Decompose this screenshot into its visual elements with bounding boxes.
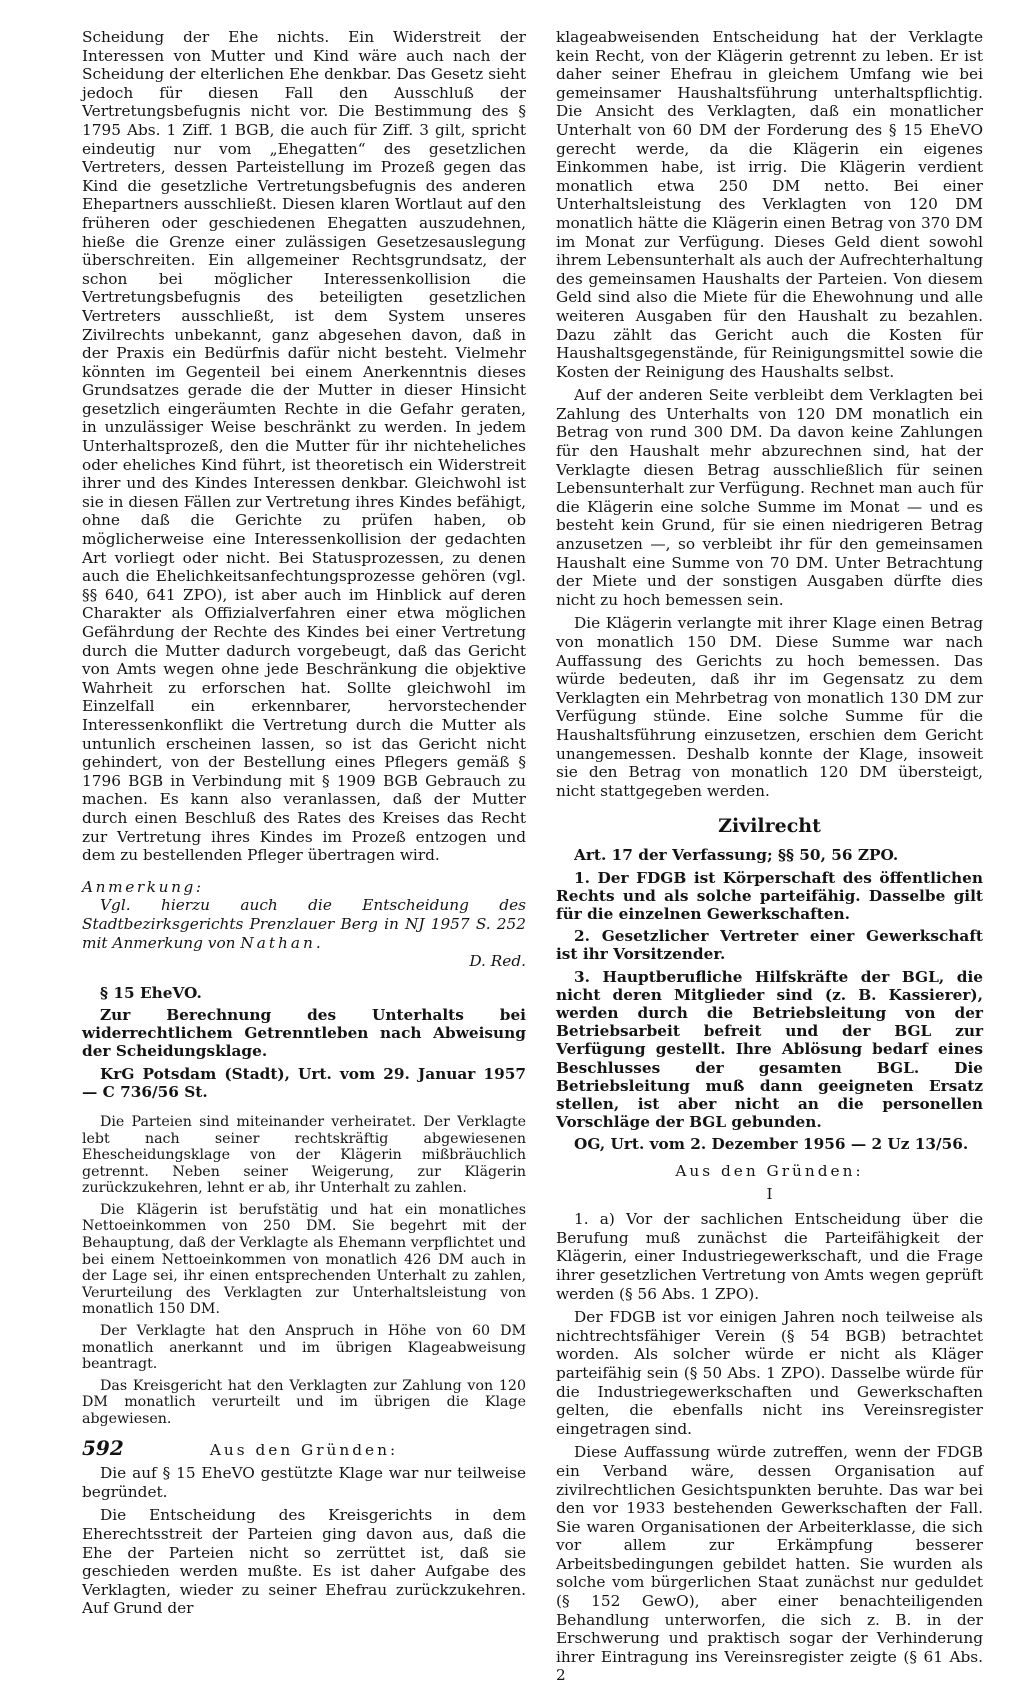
leitsatz-1: 1. Der FDGB ist Körperschaft des öffentlichen Rechts und als solche parteifähig. Dasselbe gilt für die einzelnen Gewerkschaften. [556, 868, 983, 923]
facts-paragraph-3: Der Verklagte hat den Anspruch in Höhe von 60 DM monatlich anerkannt und im übrigen Klageabweisung beantragt. [82, 1323, 526, 1373]
right-column [556, 28, 983, 1685]
roman-numeral-one: I [766, 1185, 773, 1204]
reasons-paragraph-1: Die auf § 15 EheVO gestützte Klage war nur teilweise begründet. [82, 1464, 526, 1501]
right-paragraph-2: Auf der anderen Seite verbleibt dem Verklagten bei Zahlung des Unterhalts von 120 DM monatlich ein Betrag von rund 300 DM. Da davon keine Zahlungen für den Haushalt mehr abzurechnen sind, hat der Verklagte diesen Betrag ausschließlich für seinen Lebensunterhalt zur Verfügung. Rechnet man auch für die Klägerin eine solche Summe im Monat — und es besteht kein Grund, für sie einen niedrigeren Betrag anzusetzen —, so verbleibt ihr für den gemeinsamen Haushalt eine Summe von 70 DM. Unter Betrachtung der Miete und der sonstigen Ausgaben dürfte dies nicht zu hoch bemessen sein. [556, 386, 983, 609]
statute-reference: Art. 17 der Verfassung; §§ 50, 56 ZPO. [574, 846, 899, 865]
section-heading-zivilrecht: Zivilrecht [718, 815, 821, 838]
reasons-heading: Aus den Gründen: [209, 1440, 399, 1459]
anmerkung-label: Anmerkung: [82, 877, 204, 896]
left-column [82, 28, 526, 1618]
page-number: 592 [82, 1436, 124, 1460]
court-citation-og: OG, Urt. vom 2. Dezember 1956 — 2 Uz 13/56. [574, 1135, 969, 1154]
left-paragraph-1: Scheidung der Ehe nichts. Ein Widerstreit der Interessen von Mutter und Kind wäre auch nach der Scheidung der elterlichen Ehe denkbar. Das Gesetz sieht jedoch für diesen Fall den Ausschluß der Vertretungsbefugnis nicht vor. Die Bestimmung des § 1795 Abs. 1 Ziff. 1 BGB, die auch für Ziff. 3 gilt, spricht eindeutig nur vom „Ehegatten“ des gesetzlichen Vertreters, dessen Parteistellung im Prozeß gegen das Kind die gesetzliche Vertretungsbefugnis des anderen Ehepartners ausschließt. Diesen klaren Wortlaut auf den früheren oder geschiedenen Ehegatten auszudehnen, hieße die Grenze einer zulässigen Gesetzesauslegung überschreiten. Ein allgemeiner Rechtsgrundsatz, der schon bei möglicher Interessenkollision die Vertretungsbefugnis des beteiligten gesetzlichen Vertreters ausschließt, ist dem System unseres Zivilrechts unbekannt, ganz abgesehen davon, daß in der Praxis ein Bedürfnis dafür nicht besteht. Vielmehr könnten im Gegenteil bei einem Anerkenntnis dieses Grundsatzes gerade die der Mutter in dieser Hinsicht gesetzlich eingeräumten Rechte in die Gefahr geraten, in unzulässiger Weise beschränkt zu werden. In jedem Unterhaltsprozeß, den die Mutter für ihr nichteheliches oder eheliches Kind führt, ist theoretisch ein Widerstreit ihrer und des Kindes Interessen denkbar. Gleichwohl ist sie in diesen Fällen zur Vertretung ihres Kindes befähigt, ohne daß die Gerichte zu prüfen haben, ob möglicherweise eine Interessenkollision der gedachten Art vorliegt oder nicht. Bei Statusprozessen, zu denen auch die Ehelichkeitsanfechtungsprozesse gehören (vgl. §§ 640, 641 ZPO), ist aber auch im Hinblick auf deren Charakter als Offizialverfahren einer etwa möglichen Gefährdung der Rechte des Kindes bei einer Vertretung durch die Mutter dadurch vorgebeugt, daß das Gericht von Amts wegen ohne jede Beschränkung die objektive Wahrheit zu erforschen hat. Sollte gleichwohl im Einzelfall ein erkennbarer, hervorstechender Interessenkonflikt die Vertretung durch die Mutter als untunlich erscheinen lassen, so ist das Gericht nicht gehindert, von der Bestellung eines Pflegers gemäß § 1796 BGB in Verbindung mit § 1909 BGB Gebrauch zu machen. Es kann also veranlassen, daß der Mutter durch einen Beschluß des Rates des Kreises das Recht zur Vertretung ihres Kindes im Prozeß entzogen und dem zu bestellenden Pfleger übertragen wird. [82, 28, 526, 865]
reasons-right-paragraph-2: Der FDGB ist vor einigen Jahren noch teilweise als nichtrechtsfähiger Verein (§ 54 BGB) betrachtet worden. Als solcher würde er nicht als Kläger parteifähig sein (§ 50 Abs. 1 ZPO). Dasselbe würde für die Industriegewerkschaften und Gewerkschaften gelten, die ebenfalls nicht ins Vereinsregister eingetragen sind. [556, 1308, 983, 1438]
reasons-heading-right: Aus den Gründen: [675, 1161, 864, 1180]
court-citation: KrG Potsdam (Stadt), Urt. vom 29. Januar 1957 — C 736/56 St. [82, 1064, 526, 1101]
reasons-right-paragraph-3: Diese Auffassung würde zutreffen, wenn der FDGB ein Verband wäre, dessen Organisation auf zivilrechtlichen Gesichtspunkten beruhte. Das war bei den vor 1933 bestehenden Gewerkschaften der Fall. Sie waren Organisationen der Arbeiterklasse, die sich vor allem zur Erkämpfung besserer Arbeitsbedingungen gebildet hatten. Sie wurden als solche vom bürgerlichen Staat zunächst nur geduldet (§ 152 GewO), aber einer benachteiligenden Behandlung unterworfen, die sich z. B. in der Erschwerung und praktisch sogar der Verhinderung ihrer Eintragung ins Vereinsregister zeigte (§ 61 Abs. 2 [556, 1443, 983, 1685]
right-paragraph-1: klageabweisenden Entscheidung hat der Verklagte kein Recht, von der Klägerin getrennt zu leben. Er ist daher seiner Ehefrau in gleichem Umfang wie bei gemeinsamer Haushaltsführung unterhaltspflichtig. Die Ansicht des Verklagten, daß ein monatlicher Unterhalt von 60 DM der Forderung des § 15 EheVO gerecht werde, da die Klägerin ein eigenes Einkommen habe, ist irrig. Die Klägerin verdient monatlich etwa 250 DM netto. Bei einer Unterhaltsleistung des Verklagten von 120 DM monatlich hätte die Klägerin einen Betrag von 370 DM im Monat zur Verfügung. Dieses Geld dient sowohl ihrem Lebensunterhalt als auch der Aufrechterhaltung des gemeinsamen Haushalts der Parteien. Von diesem Geld sind also die Miete für die Ehewohnung und alle weiteren Ausgaben für den Haushalt zu bezahlen. Dazu zählt das Gericht auch die Kosten für Haushaltsgegenstände, für Reinigungsmittel sowie die Kosten der Reinigung des Haushalts selbst. [556, 28, 983, 381]
leitsatz-3: 3. Hauptberufliche Hilfskräfte der BGL, die nicht deren Mitglieder sind (z. B. Kassierer), werden durch die Betriebsleitung von der Betriebsarbeit befreit und der BGL zur Verfügung gestellt. Ihre Ablösung bedarf eines Beschlusses der gesamten BGL. Die Betriebsleitung muß dann geeigneten Ersatz stellen, ist aber nicht an die personellen Vorschläge der BGL gebunden. [556, 967, 983, 1132]
facts-paragraph-1: Die Parteien sind miteinander verheiratet. Der Verklagte lebt nach seiner rechtskräftig abgewiesenen Ehescheidungsklage von der Klägerin mißbräuchlich getrennt. Neben seiner Weigerung, zur Klägerin zurückzukehren, lehnt er ab, ihr Unterhalt zu zahlen. [82, 1113, 526, 1197]
leitsatz-2: 2. Gesetzlicher Vertreter einer Gewerkschaft ist ihr Vorsitzender. [556, 927, 983, 964]
leitsatz: Zur Berechnung des Unterhalts bei widerrechtlichem Getrenntleben nach Abweisung der Scheidungsklage. [82, 1005, 526, 1061]
editor-signature: D. Red. [469, 952, 526, 971]
anmerkung-body: Vgl. hierzu auch die Entscheidung des Stadtbezirksgerichts Prenzlauer Berg in NJ 1957 S. 252 mit Anmerkung von [82, 896, 526, 952]
reasons-right-paragraph-1: 1. a) Vor der sachlichen Entscheidung über die Berufung muß zunächst die Parteifähigkeit der Klägerin, einer Industriegewerkschaft, und die Frage ihrer gesetzlichen Vertretung von Amts wegen geprüft werden (§ 56 Abs. 1 ZPO). [556, 1210, 983, 1303]
anmerkung-author: Nathan. [240, 933, 324, 952]
reasons-paragraph-2: Die Entscheidung des Kreisgerichts in dem Eherechtsstreit der Parteien ging davon aus, daß die Ehe der Parteien nicht so zerrüttet ist, daß sie geschieden werden mußte. Es ist daher Aufgabe des Verklagten, wieder zu seiner Ehefrau zurückzukehren. Auf Grund der [82, 1506, 526, 1618]
anmerkung-text [82, 896, 526, 970]
facts-paragraph-2: Die Klägerin ist berufstätig und hat ein monatliches Nettoeinkommen von 250 DM. Sie begehrt mit der Behauptung, daß der Verklagte als Ehemann verpflichtet und bei einem Nettoeinkommen von monatlich 426 DM auch in der Lage sei, ihr einen entsprechenden Unterhalt zu zahlen, Verurteilung des Verklagten zur Unterhaltsleistung von monatlich 150 DM. [82, 1201, 526, 1318]
right-paragraph-3: Die Klägerin verlangte mit ihrer Klage einen Betrag von monatlich 150 DM. Diese Summe war nach Auffassung des Gerichts zu hoch bemessen. Das würde bedeuten, daß ihr im Gegensatz zu dem Verklagten ein Mehrbetrag von monatlich 130 DM zur Verfügung stünde. Eine solche Summe für die Haushaltsführung einzusetzen, erschien dem Gericht unangemessen. Deshalb konnte der Klage, insoweit sie den Betrag von monatlich 120 DM übersteigt, nicht stattgegeben werden. [556, 614, 983, 800]
facts-paragraph-4: Das Kreisgericht hat den Verklagten zur Zahlung von 120 DM monatlich verurteilt und im übrigen die Klage abgewiesen. [82, 1377, 526, 1427]
section-reference: § 15 EheVO. [100, 983, 202, 1002]
